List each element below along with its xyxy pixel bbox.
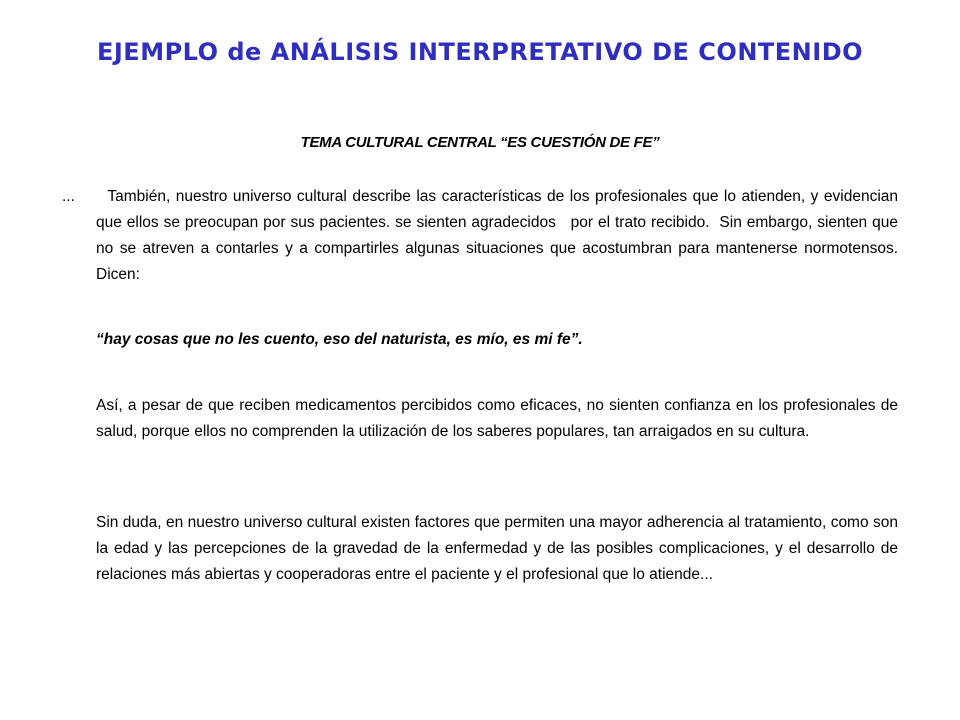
paragraph-intro: ... También, nuestro universo cultural describe las características de los profesionales que lo atienden, y evidencian que ellos se preocupan por sus pacientes. se sienten agradecidos por el trato recibido. Sin embargo, sienten que no se atreven a contarles y a compartirles algunas situaciones que acostumbran para mantenerse normotensos. Dicen: xyxy=(62,188,903,283)
paragraph-trust: Así, a pesar de que reciben medicamentos percibidos como eficaces, no sienten confianza en los profesionales de salud, porque ellos no comprenden la utilización de los saberes populares, tan arraigados en su cultura. xyxy=(96,397,898,440)
paragraph-adherence: Sin duda, en nuestro universo cultural existen factores que permiten una mayor adherencia al tratamiento, como son la edad y las percepciones de la gravedad de la enfermedad y de las posibles complicaciones, y el desarrollo de relaciones más abiertas y cooperadoras entre el paciente y el profesional que lo atiende... xyxy=(96,514,898,583)
page-title: EJEMPLO de ANÁLISIS INTERPRETATIVO DE CONTENIDO xyxy=(96,38,864,66)
quote-text: “hay cosas que no les cuento, eso del naturista, es mío, es mi fe”. xyxy=(96,331,583,348)
section-subtitle: TEMA CULTURAL CENTRAL “ES CUESTIÓN DE FE” xyxy=(300,134,660,151)
